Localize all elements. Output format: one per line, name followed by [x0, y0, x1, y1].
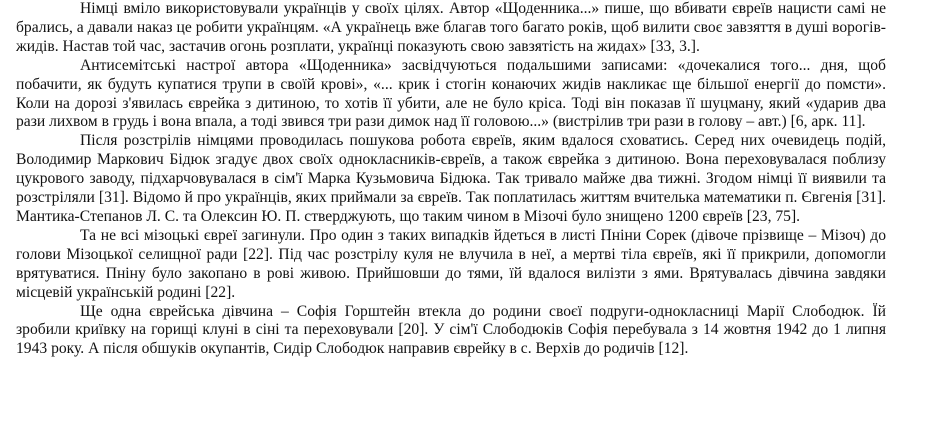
paragraph-nazi-use-of-ukrainians: Німці вміло використовували українців у своїх цілях. Автор «Щоденника...» пише, що вбивати євреїв нацисти самі не брались, а давали наказ це робити українцям. «А українець вже благав того багато років, щоб вилити своє завзяття в душі ворогів-жидів. Настав той час, застачив огонь розплати, українці показують свою завзятість на жидах» [33, 3.]. [16, 0, 886, 55]
paragraph-sofia-gorshtein: Ще одна єврейська дівчина – Софія Горштейн втекла до родини своєї подруги-однокласниці Марії Слободюк. Їй зробили криївку на горищі клуні в сіні та переховували [20]. У сім'ї Слободюків Софія перебувала з 14 жовтня 1942 до 1 липня 1943 року. А після обшуків окупантів, Сидір Слободюк направив єврейку в с. Верхів до родичів [12]. [16, 302, 886, 358]
paragraph-search-after-shootings: Після розстрілів німцями проводилась пошукова робота євреїв, яким вдалося сховатись. Серед них очевидець подій, Володимир Маркович Бідюк згадує двох своїх однокласників-євреїв, а також єврейка з дитиною. Вона переховувалася поблизу цукрового заводу, підхарчовувалася в сім'ї Марка Кузьмовича Бідюка. Так тривало майже два тижні. Згодом німці її виявили та розстріляли [31]. Відомо й про українців, яких приймали за євреїв. Так поплатилась життям вчителька математики п. Євгенія [31]. Мантика-Степанов Л. С. та Олексин Ю. П. стверджують, що таким чином в Мізочі було знищено 1200 євреїв [23, 75]. [16, 132, 886, 225]
paragraph-diary-antisemitism: Антисемітські настрої автора «Щоденника» засвідчуються подальшими записами: «дочекалися того... дня, щоб побачити, як будуть купатися трупи в своїй крові», «... крик і стогін конаючих жидів накликає ще більшої енергії до помсти». Коли на дорозі з'явилась єврейка з дитиною, то хотів її убити, але не було кріса. Тоді він показав її шуцману, який «ударив два рази лихвом в грудь і вона впала, а тоді звився три рази димок над її головою...» (вистрілив три рази в голову – авт.) [6, арк. 11]. [16, 56, 886, 131]
paragraph-pnina-sorek: Та не всі мізоцькі євреї загинули. Про один з таких випадків йдеться в листі Пніни Сорек (дівоче прізвище – Мізоч) до голови Мізоцької селищної ради [22]. Під час розстрілу куля не влучила в неї, а мертві тіла євреїв, які її прикрили, допомогли врятуватися. Пніну було закопано в рові живою. Прийшовши до тями, їй вдалося вилізти з ями. Врятувалась дівчина завдяки місцевій українській родині [22]. [16, 226, 886, 301]
document-page [16, 0, 886, 359]
